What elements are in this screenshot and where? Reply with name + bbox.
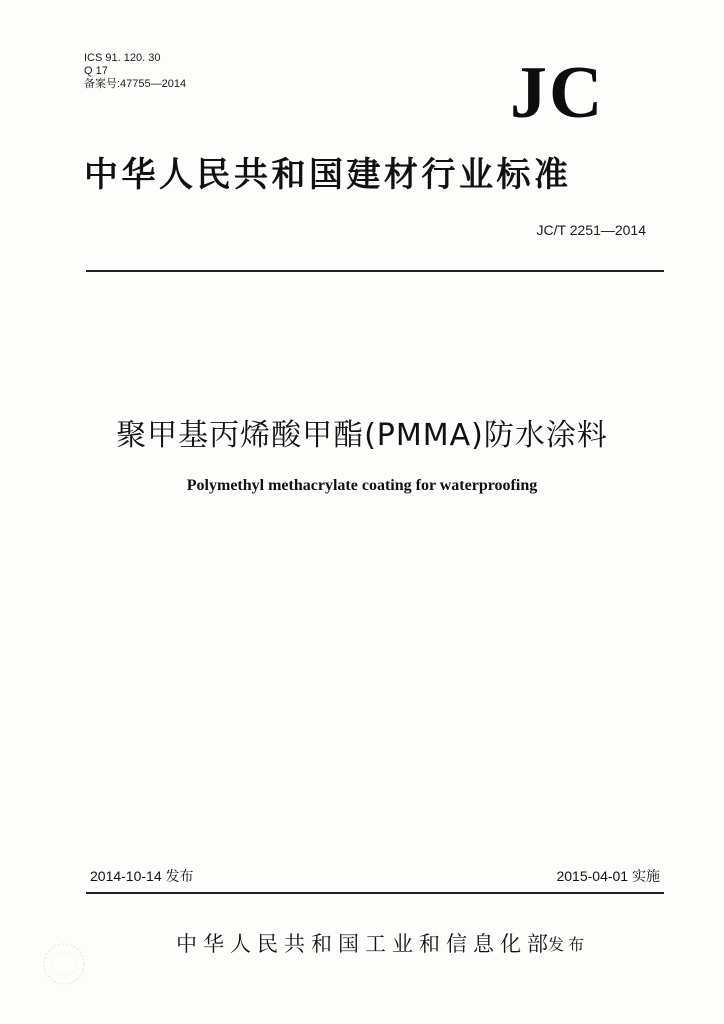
document-title-chinese: 聚甲基丙烯酸甲酯(PMMA)防水涂料 [116, 418, 608, 453]
faint-stamp-mark [40, 940, 88, 988]
bottom-divider [86, 892, 664, 894]
document-title-english: Polymethyl methacrylate coating for waterproofing [186, 477, 538, 494]
classification-block [84, 52, 186, 91]
filing-number: 备案号:47755—2014 [84, 78, 187, 90]
issue-date: 2014-10-14 发布 [90, 868, 194, 884]
issuing-authority: 中华人民共和国工业和信息化部 [176, 932, 554, 956]
ccs-code: Q 17 [84, 65, 108, 77]
standard-code: JC/T 2251—2014 [536, 222, 646, 238]
implementation-date: 2015-04-01 实施 [556, 868, 660, 884]
standard-category-title: 中华人民共和国建材行业标准 [84, 155, 572, 195]
top-divider [86, 270, 664, 272]
jc-logo: JC [510, 52, 605, 134]
issue-label: 发布 [548, 935, 589, 954]
ics-code: ICS 91. 120. 30 [84, 52, 161, 64]
